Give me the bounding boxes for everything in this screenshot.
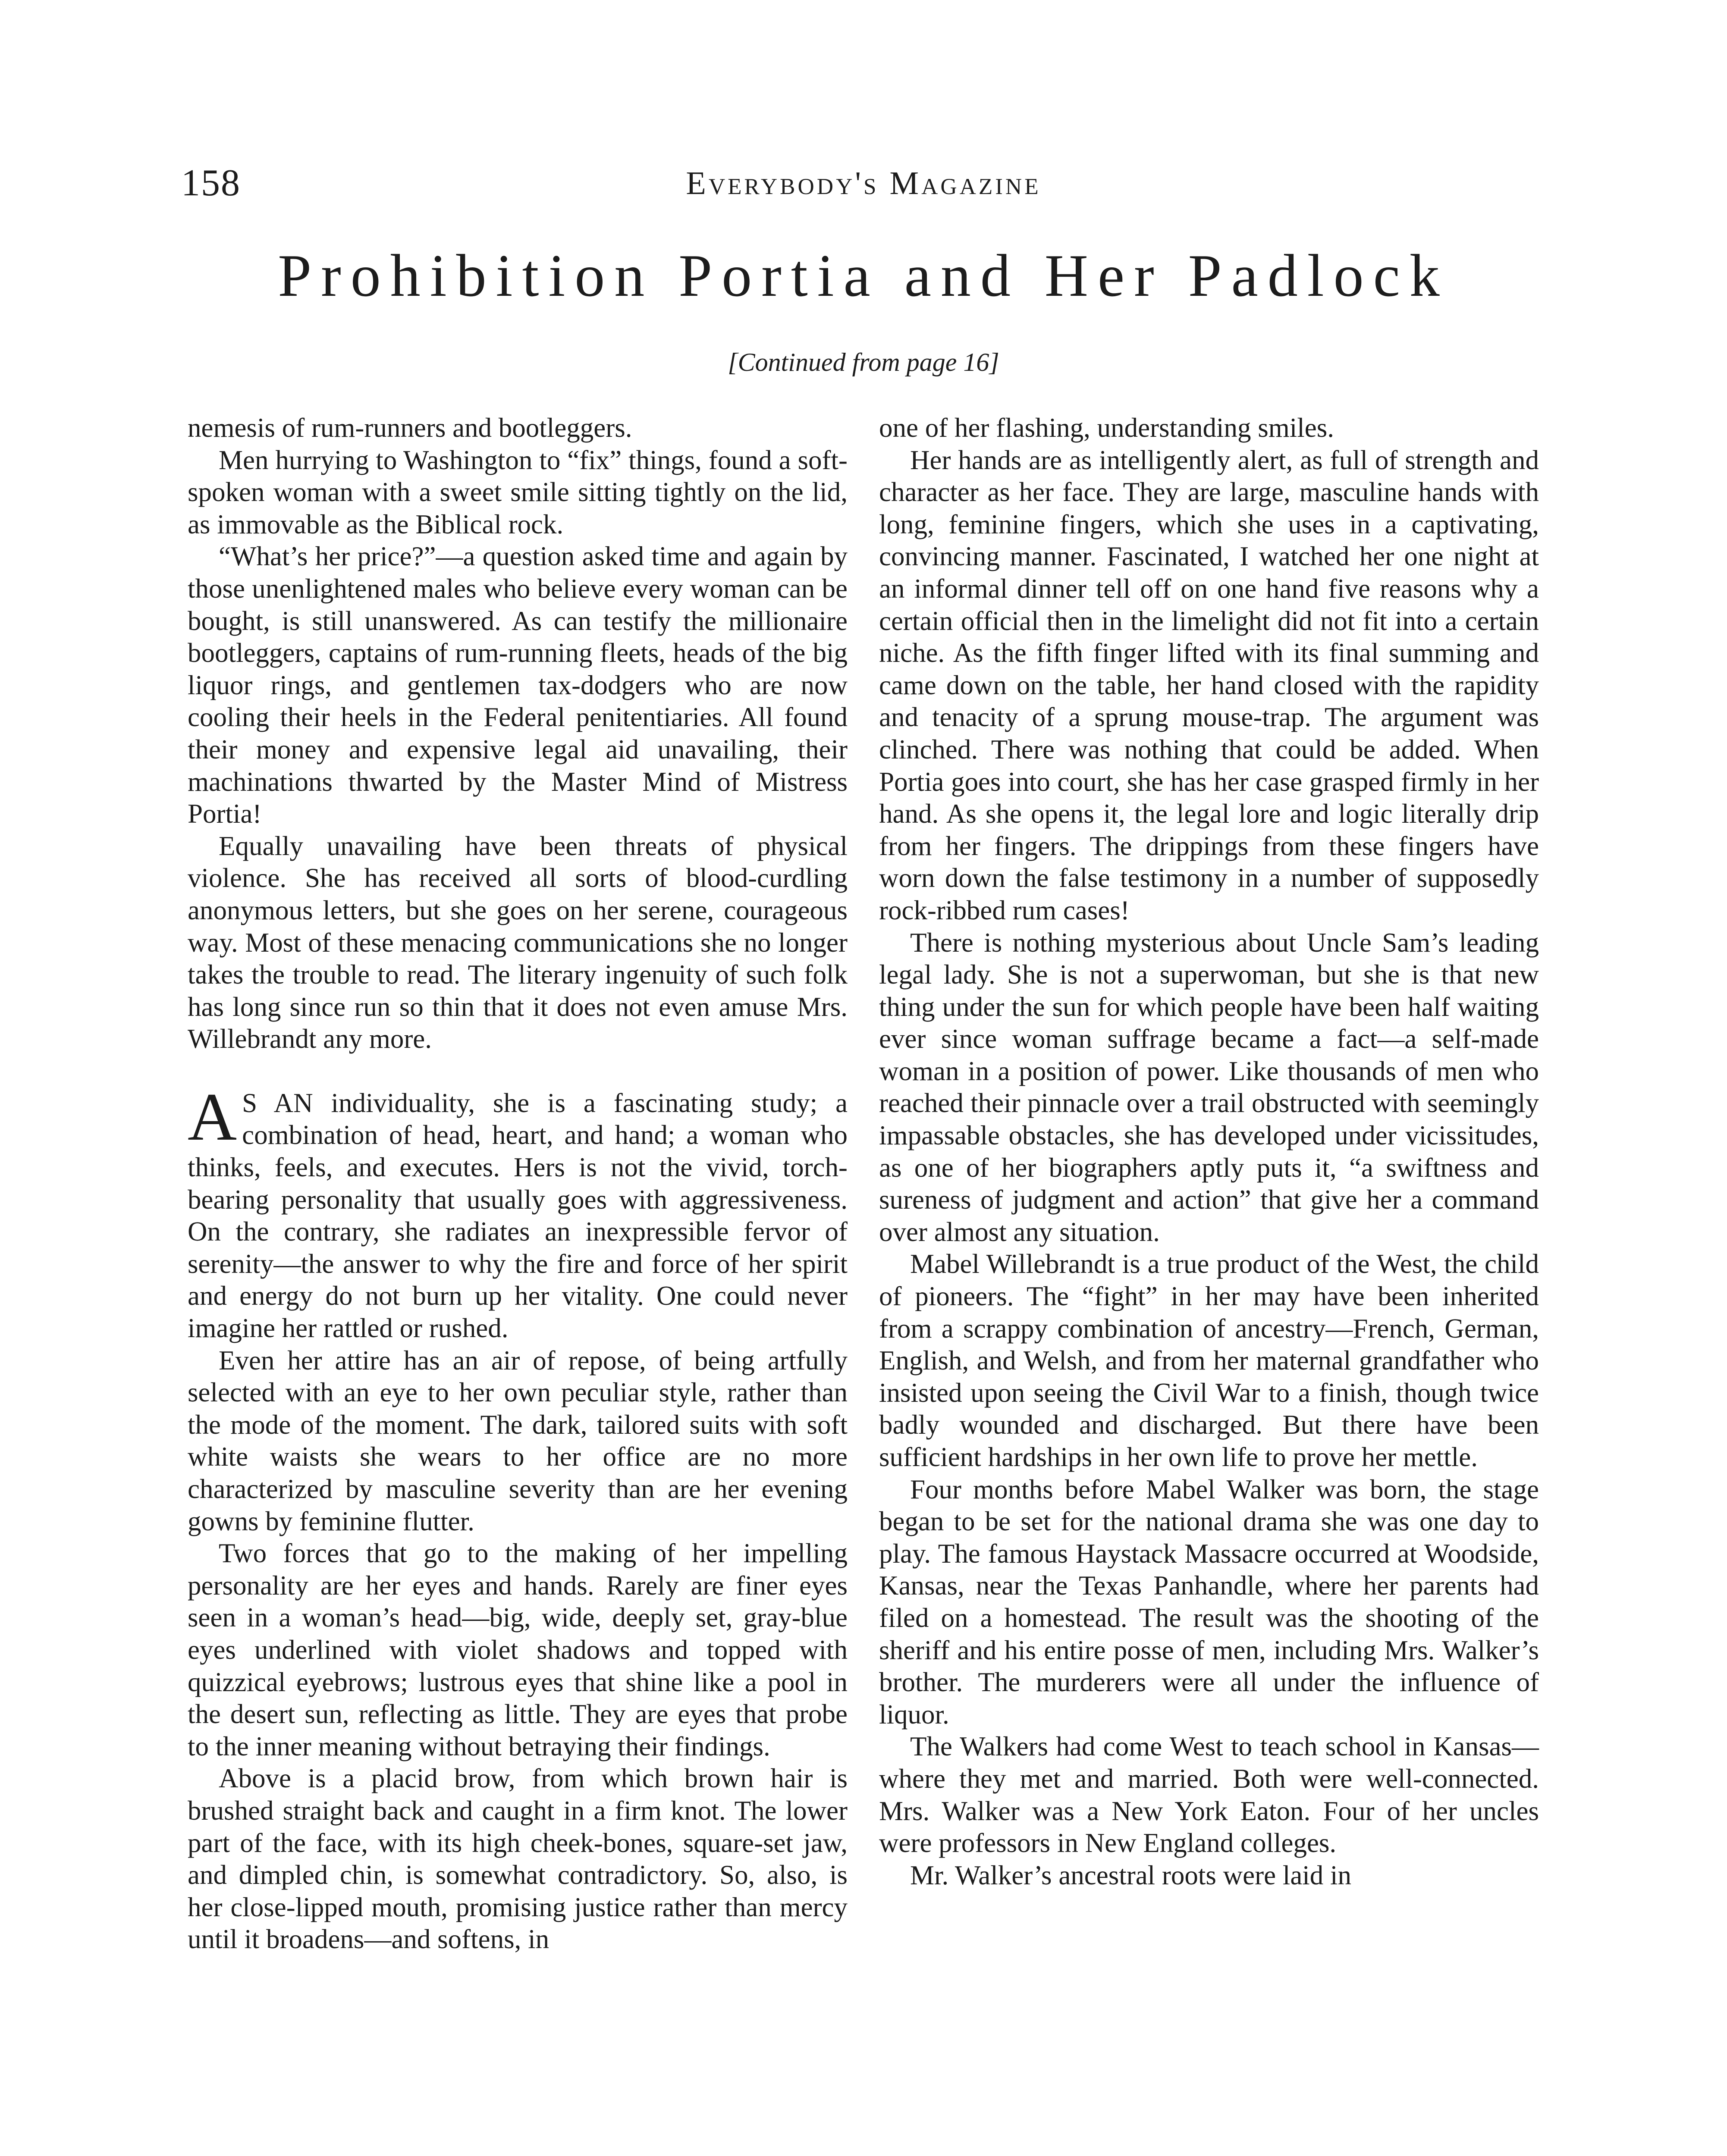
paragraph: The Walkers had come West to teach school in Kansas—where they met and married. Both were well-connected. Mrs. Walker was a New York Eaton. Four of her uncles were professors in New England colleges.: [879, 1731, 1539, 1858]
left-column: [188, 412, 848, 1955]
page-header: [0, 151, 1727, 216]
paragraph: Two forces that go to the making of her impelling personality are her eyes and hands. Rarely are finer eyes seen in a woman’s head—big, wide, deeply set, gray-blue eyes underlined with violet shadows and topped with quizzical eyebrows; lustrous eyes that shine like a pool in the desert sun, reflecting as little. They are eyes that probe to the inner meaning without betraying their findings.: [188, 1538, 848, 1761]
paragraph: Her hands are as intelligently alert, as full of strength and character as her face. They are large, masculine hands with long, feminine fingers, which she uses in a captivating, convincing manner. Fascinated, I watched her one night at an informal dinner tell off on one hand five reasons why a certain official then in the limelight did not fit into a certain niche. As the fifth finger lifted with its final summing and came down on the table, her hand closed with the rapidity and tenacity of a sprung mouse-trap. The argument was clinched. There was nothing that could be added. When Portia goes into court, she has her case grasped firmly in her hand. As she opens it, the legal lore and logic literally drip from her fingers. The drippings from these fingers have worn down the false testimony in a number of supposedly rock-ribbed rum cases!: [879, 445, 1539, 925]
section-paragraph: [188, 1079, 848, 1344]
paragraph: “What’s her price?”—a question asked time and again by those unenlightened males who believe every woman can be bought, is still unanswered. As can testify the millionaire bootleggers, captains of rum-running fleets, heads of the big liquor rings, and gentlemen tax-dodgers who are now cooling their heels in the Federal penitentiaries. All found their money and expensive legal aid unavailing, their machinations thwarted by the Master Mind of Mistress Portia!: [188, 541, 848, 829]
right-column: [879, 412, 1539, 1891]
article-title: Prohibition Portia and Her Padlock: [278, 242, 1449, 309]
page-number: 158: [181, 162, 241, 204]
paragraph: There is nothing mysterious about Uncle Sam’s leading legal lady. She is not a superwoman, but she is that new thing under the sun for which people have been half waiting ever since woman suffrage became a fact—a self-made woman in a position of power. Like thousands of men who reached their pinnacle over a trail obstructed with seemingly impassable obstacles, she has developed under vicissitudes, as one of her biographers aptly puts it, “a swiftness and sureness of judgment and action” that give her a command over almost any situation.: [879, 927, 1539, 1247]
drop-cap: A: [188, 1079, 237, 1155]
running-head: Everybody's Magazine: [686, 165, 1041, 201]
paragraph: Men hurrying to Washington to “fix” things, found a soft-spoken woman with a sweet smile sitting tightly on the lid, as immovable as the Biblical rock.: [188, 445, 848, 539]
paragraph-text: S AN individuality, she is a fascinating study; a combination of head, heart, and hand; a woman who thinks, feels, and executes. Hers is not the vivid, torch-bearing personality that usually goes with aggressiveness. On the contrary, she radiates an inexpressible fervor of serenity—the answer to why the fire and force of her spirit and energy do not burn up her vitality. One could never imagine her rattled or rushed.: [188, 1087, 848, 1344]
paragraph: Equally unavailing have been threats of physical violence. She has received all sorts of blood-curdling anonymous letters, but she goes on her serene, courageous way. Most of these menacing communications she no longer takes the trouble to read. The literary ingenuity of such folk has long since run so thin that it does not even amuse Mrs. Willebrandt any more.: [188, 830, 848, 1054]
paragraph: nemesis of rum-runners and bootleggers.: [188, 413, 632, 443]
paragraph: Mr. Walker’s ancestral roots were laid in: [910, 1860, 1352, 1890]
paragraph: Above is a placid brow, from which brown hair is brushed straight back and caught in a firm knot. The lower part of the face, with its high cheek-bones, square-set jaw, and dimpled chin, is somewhat contradictory. So, also, is her close-lipped mouth, promising justice rather than mercy until it broadens—and softens, in: [188, 1763, 848, 1955]
continued-note: [Continued from page 16]: [728, 348, 999, 376]
paragraph: Four months before Mabel Walker was born, the stage began to be set for the national drama she was one day to play. The famous Haystack Massacre occurred at Woodside, Kansas, near the Texas Panhandle, where her parents had filed on a homestead. The result was the shooting of the sheriff and his entire posse of men, including Mrs. Walker’s brother. The murderers were all under the influence of liquor.: [879, 1474, 1539, 1730]
paragraph: Even her attire has an air of repose, of being artfully selected with an eye to her own peculiar style, rather than the mode of the moment. The dark, tailored suits with soft white waists she wears to her office are no more characterized by masculine severity than are her evening gowns by feminine flutter.: [188, 1345, 848, 1536]
paragraph: Mabel Willebrandt is a true product of the West, the child of pioneers. The “fight” in her may have been inherited from a scrappy combination of ancestry—French, German, English, and Welsh, and from her maternal grandfather who insisted upon seeing the Civil War to a finish, though twice badly wounded and discharged. But there have been sufficient hardships in her own life to prove her mettle.: [879, 1249, 1539, 1472]
paragraph: one of her flashing, understanding smiles.: [879, 413, 1334, 443]
